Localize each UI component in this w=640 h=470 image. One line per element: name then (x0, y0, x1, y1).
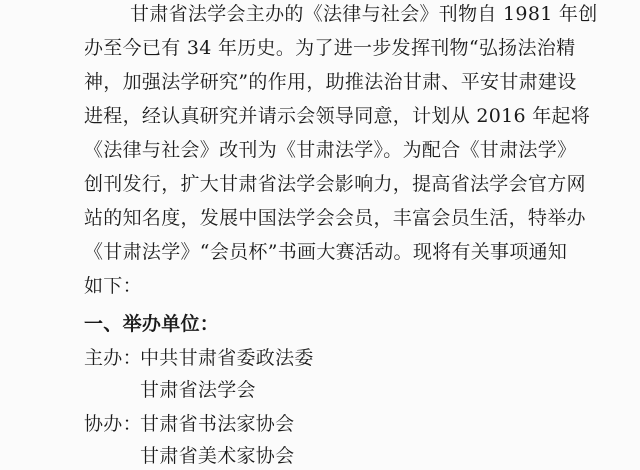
paragraph-line-9: 如下： (84, 275, 142, 297)
co-host-label: 协办： (84, 413, 142, 435)
paragraph-line-8: 《甘肃法学》“会员杯”书画大赛活动。现将有关事项通知 (84, 241, 568, 263)
paragraph-line-7: 站的知名度，发展中国法学会会员，丰富会员生活，特举办 (84, 207, 586, 229)
section-heading-organizers: 一、举办单位： (84, 313, 220, 335)
co-host-name-1: 甘肃省书法家协会 (140, 413, 295, 435)
paragraph-line-4: 进程，经认真研究并请示会领导同意，计划从 2016 年起将 (84, 105, 591, 127)
paragraph-line-1: 甘肃省法学会主办的《法律与社会》刊物自 1981 年创 (130, 3, 598, 25)
paragraph-line-3: 神，加强法学研究”的作用，助推法治甘肃、平安甘肃建设 (84, 71, 577, 93)
paragraph-line-2: 办至今已有 34 年历史。为了进一步发挥刊物“弘扬法治精 (84, 37, 576, 59)
co-host-name-2: 甘肃省美术家协会 (140, 445, 295, 467)
host-name-1: 中共甘肃省委政法委 (140, 347, 314, 369)
host-name-2: 甘肃省法学会 (140, 379, 256, 401)
paragraph-line-5: 《法律与社会》改刊为《甘肃法学》。为配合《甘肃法学》 (84, 139, 577, 161)
paragraph-line-6: 创刊发行，扩大甘肃省法学会影响力，提高省法学会官方网 (84, 173, 586, 195)
host-label: 主办： (84, 347, 142, 369)
